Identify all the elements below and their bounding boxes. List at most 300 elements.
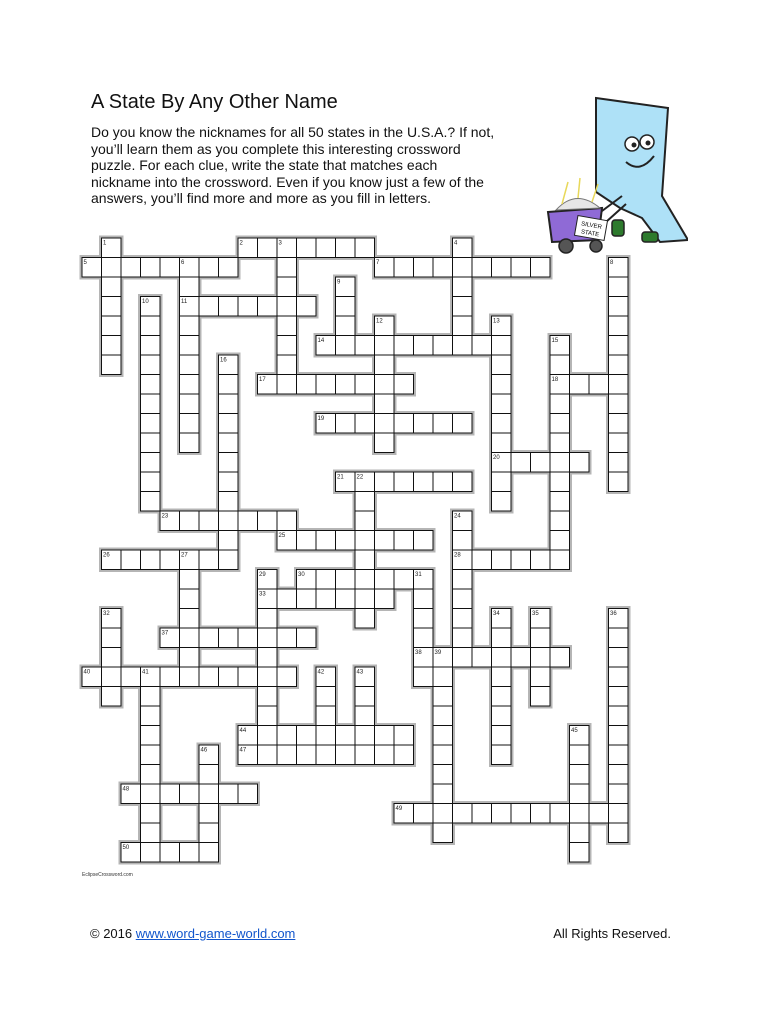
- grid-cell[interactable]: [141, 687, 161, 707]
- grid-cell[interactable]: [609, 823, 629, 843]
- grid-cell[interactable]: [511, 258, 531, 278]
- grid-cell[interactable]: [141, 355, 161, 375]
- clue-number: 10: [142, 299, 149, 305]
- clue-number: 21: [337, 474, 344, 481]
- grid-cell[interactable]: [355, 726, 375, 746]
- grid-cell[interactable]: [141, 765, 161, 785]
- grid-cell[interactable]: [531, 648, 551, 668]
- grid-cell[interactable]: [453, 609, 473, 629]
- grid-cell[interactable]: [570, 375, 590, 395]
- grid-cell[interactable]: [316, 745, 336, 765]
- grid-cell[interactable]: [492, 804, 512, 824]
- grid-cell[interactable]: [180, 609, 200, 629]
- clue-number: 27: [181, 552, 188, 559]
- grid-cell[interactable]: [336, 570, 356, 590]
- grid-cell[interactable]: [609, 453, 629, 473]
- clue-number: 30: [298, 572, 305, 578]
- grid-cell[interactable]: [453, 277, 473, 297]
- grid-cell[interactable]: [394, 531, 414, 551]
- grid-cell[interactable]: [570, 453, 590, 473]
- grid-cell[interactable]: [316, 531, 336, 551]
- grid-cell[interactable]: [141, 784, 161, 804]
- grid-cell[interactable]: [180, 394, 200, 414]
- grid-cell[interactable]: [394, 745, 414, 765]
- grid-cell[interactable]: [453, 648, 473, 668]
- grid-cell[interactable]: [375, 414, 395, 434]
- grid-cell[interactable]: [199, 784, 219, 804]
- grid-cell[interactable]: [277, 628, 297, 648]
- grid-cell[interactable]: [609, 804, 629, 824]
- grid-cell[interactable]: [394, 726, 414, 746]
- grid-cell[interactable]: [433, 765, 453, 785]
- grid-cell[interactable]: [336, 589, 356, 609]
- grid-cell[interactable]: [297, 297, 317, 317]
- grid-cell[interactable]: [609, 726, 629, 746]
- grid-cell[interactable]: [355, 550, 375, 570]
- grid-cell[interactable]: [550, 433, 570, 453]
- grid-cell[interactable]: [141, 550, 161, 570]
- grid-cell[interactable]: [355, 375, 375, 395]
- grid-cell[interactable]: [141, 726, 161, 746]
- grid-cell[interactable]: [511, 550, 531, 570]
- grid-cell[interactable]: [336, 316, 356, 336]
- grid-cell[interactable]: [180, 570, 200, 590]
- grid-cell[interactable]: [219, 511, 239, 531]
- grid-cell[interactable]: [219, 297, 239, 317]
- grid-cell[interactable]: [550, 472, 570, 492]
- grid-cell[interactable]: [492, 433, 512, 453]
- grid-cell[interactable]: [492, 336, 512, 356]
- grid-cell[interactable]: [492, 628, 512, 648]
- grid-cell[interactable]: [297, 589, 317, 609]
- grid-cell[interactable]: [160, 784, 180, 804]
- clue-number: 36: [610, 611, 617, 617]
- grid-cell[interactable]: [609, 336, 629, 356]
- grid-cell[interactable]: [453, 472, 473, 492]
- grid-cell[interactable]: [199, 550, 219, 570]
- grid-cell[interactable]: [160, 667, 180, 687]
- grid-cell[interactable]: [141, 706, 161, 726]
- grid-cell[interactable]: [199, 628, 219, 648]
- grid-cell[interactable]: [102, 316, 122, 336]
- grid-cell[interactable]: [316, 589, 336, 609]
- grid-cell[interactable]: [550, 394, 570, 414]
- grid-cell[interactable]: [609, 667, 629, 687]
- grid-cell[interactable]: [199, 804, 219, 824]
- grid-cell[interactable]: [570, 843, 590, 863]
- grid-cell[interactable]: [258, 648, 278, 668]
- grid-cell[interactable]: [238, 511, 258, 531]
- grid-cell[interactable]: [219, 414, 239, 434]
- grid-cell[interactable]: [102, 628, 122, 648]
- grid-cell[interactable]: [472, 336, 492, 356]
- grid-cell[interactable]: [258, 745, 278, 765]
- grid-cell[interactable]: [336, 414, 356, 434]
- grid-cell[interactable]: [609, 745, 629, 765]
- grid-cell[interactable]: [433, 472, 453, 492]
- grid-cell[interactable]: [219, 628, 239, 648]
- grid-cell[interactable]: [472, 804, 492, 824]
- grid-cell[interactable]: [336, 531, 356, 551]
- grid-cell[interactable]: [550, 804, 570, 824]
- grid-cell[interactable]: [375, 394, 395, 414]
- grid-cell[interactable]: [414, 414, 434, 434]
- grid-cell[interactable]: [160, 843, 180, 863]
- grid-cell[interactable]: [609, 784, 629, 804]
- grid-cell[interactable]: [355, 687, 375, 707]
- grid-cell[interactable]: [336, 726, 356, 746]
- grid-cell[interactable]: [219, 433, 239, 453]
- grid-cell[interactable]: [453, 804, 473, 824]
- grid-cell[interactable]: [492, 550, 512, 570]
- grid-cell[interactable]: [180, 648, 200, 668]
- grid-cell[interactable]: [531, 258, 551, 278]
- grid-cell[interactable]: [355, 414, 375, 434]
- grid-cell[interactable]: [141, 745, 161, 765]
- grid-cell[interactable]: [180, 433, 200, 453]
- grid-cell[interactable]: [511, 453, 531, 473]
- grid-cell[interactable]: [277, 589, 297, 609]
- grid-cell[interactable]: [433, 258, 453, 278]
- grid-cell[interactable]: [102, 667, 122, 687]
- grid-cell[interactable]: [433, 706, 453, 726]
- grid-cell[interactable]: [316, 706, 336, 726]
- grid-cell[interactable]: [258, 609, 278, 629]
- grid-cell[interactable]: [375, 726, 395, 746]
- grid-cell[interactable]: [414, 531, 434, 551]
- grid-cell[interactable]: [277, 355, 297, 375]
- grid-cell[interactable]: [277, 258, 297, 278]
- grid-cell[interactable]: [199, 765, 219, 785]
- grid-cell[interactable]: [219, 492, 239, 512]
- grid-cell[interactable]: [433, 726, 453, 746]
- grid-cell[interactable]: [180, 628, 200, 648]
- grid-cell[interactable]: [199, 843, 219, 863]
- grid-cell[interactable]: [355, 589, 375, 609]
- grid-cell[interactable]: [550, 531, 570, 551]
- grid-cell[interactable]: [180, 784, 200, 804]
- grid-cell[interactable]: [316, 238, 336, 258]
- grid-cell[interactable]: [336, 745, 356, 765]
- grid-cell[interactable]: [609, 472, 629, 492]
- grid-cell[interactable]: [180, 843, 200, 863]
- grid-cell[interactable]: [433, 745, 453, 765]
- grid-cell[interactable]: [414, 804, 434, 824]
- clue-number: 45: [571, 728, 578, 734]
- grid-cell[interactable]: [531, 453, 551, 473]
- grid-cell[interactable]: [355, 511, 375, 531]
- grid-cell[interactable]: [141, 258, 161, 278]
- clue-number: 32: [103, 611, 110, 617]
- grid-cell[interactable]: [375, 355, 395, 375]
- grid-cell[interactable]: [141, 336, 161, 356]
- grid-cell[interactable]: [355, 238, 375, 258]
- grid-cell[interactable]: [375, 745, 395, 765]
- grid-cell[interactable]: [609, 355, 629, 375]
- grid-cell[interactable]: [453, 336, 473, 356]
- grid-cell[interactable]: [609, 375, 629, 395]
- grid-cell[interactable]: [492, 726, 512, 746]
- grid-cell[interactable]: [414, 628, 434, 648]
- grid-cell[interactable]: [258, 687, 278, 707]
- grid-cell[interactable]: [375, 336, 395, 356]
- grid-cell[interactable]: [550, 511, 570, 531]
- grid-cell[interactable]: [219, 394, 239, 414]
- grid-cell[interactable]: [511, 648, 531, 668]
- grid-cell[interactable]: [394, 472, 414, 492]
- grid-cell[interactable]: [277, 745, 297, 765]
- grid-cell[interactable]: [570, 765, 590, 785]
- grid-cell[interactable]: [472, 258, 492, 278]
- grid-cell[interactable]: [570, 823, 590, 843]
- grid-cell[interactable]: [375, 570, 395, 590]
- grid-cell[interactable]: [297, 628, 317, 648]
- grid-cell[interactable]: [394, 414, 414, 434]
- grid-cell[interactable]: [277, 667, 297, 687]
- grid-cell[interactable]: [394, 570, 414, 590]
- grid-cell[interactable]: [121, 550, 141, 570]
- grid-cell[interactable]: [609, 316, 629, 336]
- grid-cell[interactable]: [453, 570, 473, 590]
- grid-cell[interactable]: [297, 238, 317, 258]
- grid-cell[interactable]: [570, 784, 590, 804]
- grid-cell[interactable]: [316, 687, 336, 707]
- grid-cell[interactable]: [609, 394, 629, 414]
- grid-cell[interactable]: [355, 706, 375, 726]
- grid-cell[interactable]: [453, 258, 473, 278]
- grid-cell[interactable]: [609, 297, 629, 317]
- grid-cell[interactable]: [492, 687, 512, 707]
- grid-cell[interactable]: [433, 784, 453, 804]
- grid-cell[interactable]: [219, 258, 239, 278]
- grid-cell[interactable]: [589, 375, 609, 395]
- grid-cell[interactable]: [492, 745, 512, 765]
- grid-cell[interactable]: [141, 804, 161, 824]
- grid-cell[interactable]: [277, 316, 297, 336]
- grid-cell[interactable]: [433, 687, 453, 707]
- grid-cell[interactable]: [180, 667, 200, 687]
- grid-cell[interactable]: [141, 453, 161, 473]
- grid-cell[interactable]: [141, 472, 161, 492]
- grid-cell[interactable]: [550, 414, 570, 434]
- grid-cell[interactable]: [180, 511, 200, 531]
- grid-cell[interactable]: [238, 784, 258, 804]
- grid-cell[interactable]: [141, 394, 161, 414]
- grid-cell[interactable]: [180, 589, 200, 609]
- grid-cell[interactable]: [375, 433, 395, 453]
- grid-cell[interactable]: [199, 667, 219, 687]
- grid-cell[interactable]: [238, 628, 258, 648]
- grid-cell[interactable]: [375, 589, 395, 609]
- grid-cell[interactable]: [433, 414, 453, 434]
- grid-cell[interactable]: [453, 589, 473, 609]
- grid-cell[interactable]: [570, 745, 590, 765]
- grid-cell[interactable]: [277, 511, 297, 531]
- grid-cell[interactable]: [550, 492, 570, 512]
- grid-cell[interactable]: [199, 297, 219, 317]
- grid-cell[interactable]: [492, 258, 512, 278]
- grid-cell[interactable]: [355, 336, 375, 356]
- grid-cell[interactable]: [492, 492, 512, 512]
- grid-cell[interactable]: [219, 453, 239, 473]
- grid-cell[interactable]: [433, 823, 453, 843]
- grid-cell[interactable]: [433, 667, 453, 687]
- grid-cell[interactable]: [550, 453, 570, 473]
- grid-cell[interactable]: [472, 550, 492, 570]
- grid-cell[interactable]: [355, 609, 375, 629]
- grid-cell[interactable]: [199, 511, 219, 531]
- grid-cell[interactable]: [609, 277, 629, 297]
- grid-cell[interactable]: [609, 433, 629, 453]
- grid-cell[interactable]: [433, 804, 453, 824]
- grid-cell[interactable]: [375, 375, 395, 395]
- grid-cell[interactable]: [394, 375, 414, 395]
- grid-cell[interactable]: [609, 414, 629, 434]
- grid-cell[interactable]: [219, 784, 239, 804]
- grid-cell[interactable]: [102, 297, 122, 317]
- grid-cell[interactable]: [492, 394, 512, 414]
- grid-cell[interactable]: [258, 726, 278, 746]
- grid-cell[interactable]: [492, 375, 512, 395]
- grid-cell[interactable]: [102, 355, 122, 375]
- grid-cell[interactable]: [121, 667, 141, 687]
- grid-cell[interactable]: [219, 531, 239, 551]
- grid-cell[interactable]: [453, 628, 473, 648]
- grid-cell[interactable]: [609, 706, 629, 726]
- grid-cell[interactable]: [141, 843, 161, 863]
- grid-cell[interactable]: [180, 277, 200, 297]
- grid-cell[interactable]: [102, 258, 122, 278]
- grid-cell[interactable]: [141, 492, 161, 512]
- grid-cell[interactable]: [121, 258, 141, 278]
- grid-cell[interactable]: [258, 238, 278, 258]
- grid-cell[interactable]: [258, 628, 278, 648]
- grid-cell[interactable]: [570, 804, 590, 824]
- grid-cell[interactable]: [141, 375, 161, 395]
- grid-cell[interactable]: [531, 687, 551, 707]
- grid-cell[interactable]: [453, 297, 473, 317]
- grid-cell[interactable]: [492, 472, 512, 492]
- grid-cell[interactable]: [160, 258, 180, 278]
- grid-cell[interactable]: [258, 667, 278, 687]
- grid-cell[interactable]: [160, 550, 180, 570]
- grid-cell[interactable]: [375, 472, 395, 492]
- grid-cell[interactable]: [609, 628, 629, 648]
- grid-cell[interactable]: [180, 375, 200, 395]
- grid-cell[interactable]: [277, 726, 297, 746]
- grid-cell[interactable]: [355, 745, 375, 765]
- grid-cell[interactable]: [453, 531, 473, 551]
- grid-cell[interactable]: [199, 823, 219, 843]
- grid-cell[interactable]: [258, 511, 278, 531]
- grid-cell[interactable]: [589, 804, 609, 824]
- grid-cell[interactable]: [277, 297, 297, 317]
- grid-cell[interactable]: [550, 648, 570, 668]
- grid-cell[interactable]: [375, 531, 395, 551]
- grid-cell[interactable]: [414, 258, 434, 278]
- grid-cell[interactable]: [141, 823, 161, 843]
- grid-cell[interactable]: [141, 316, 161, 336]
- grid-cell[interactable]: [297, 531, 317, 551]
- grid-cell[interactable]: [609, 765, 629, 785]
- grid-cell[interactable]: [102, 336, 122, 356]
- grid-cell[interactable]: [277, 277, 297, 297]
- grid-cell[interactable]: [297, 375, 317, 395]
- grid-cell[interactable]: [531, 628, 551, 648]
- grid-cell[interactable]: [609, 648, 629, 668]
- grid-cell[interactable]: [492, 667, 512, 687]
- grid-cell[interactable]: [355, 492, 375, 512]
- grid-cell[interactable]: [492, 648, 512, 668]
- grid-cell[interactable]: [238, 667, 258, 687]
- grid-cell[interactable]: [531, 667, 551, 687]
- grid-cell[interactable]: [394, 336, 414, 356]
- grid-cell[interactable]: [219, 472, 239, 492]
- grid-cell[interactable]: [492, 414, 512, 434]
- grid-cell[interactable]: [316, 570, 336, 590]
- grid-cell[interactable]: [453, 316, 473, 336]
- grid-cell[interactable]: [199, 258, 219, 278]
- grid-cell[interactable]: [258, 706, 278, 726]
- grid-cell[interactable]: [511, 804, 531, 824]
- grid-cell[interactable]: [355, 531, 375, 551]
- grid-cell[interactable]: [102, 687, 122, 707]
- grid-cell[interactable]: [277, 375, 297, 395]
- grid-cell[interactable]: [180, 336, 200, 356]
- grid-cell[interactable]: [414, 589, 434, 609]
- grid-cell[interactable]: [297, 745, 317, 765]
- grid-cell[interactable]: [141, 433, 161, 453]
- grid-cell[interactable]: [102, 648, 122, 668]
- grid-cell[interactable]: [238, 297, 258, 317]
- grid-cell[interactable]: [472, 648, 492, 668]
- grid-cell[interactable]: [531, 804, 551, 824]
- grid-cell[interactable]: [219, 667, 239, 687]
- grid-cell[interactable]: [180, 355, 200, 375]
- grid-cell[interactable]: [336, 297, 356, 317]
- grid-cell[interactable]: [531, 550, 551, 570]
- grid-cell[interactable]: [433, 336, 453, 356]
- grid-cell[interactable]: [219, 375, 239, 395]
- grid-cell[interactable]: [297, 726, 317, 746]
- grid-cell[interactable]: [316, 375, 336, 395]
- grid-cell[interactable]: [414, 667, 434, 687]
- site-link[interactable]: www.word-game-world.com: [135, 926, 296, 941]
- grid-cell[interactable]: [336, 375, 356, 395]
- grid-cell[interactable]: [180, 316, 200, 336]
- grid-cell[interactable]: [102, 277, 122, 297]
- grid-cell[interactable]: [609, 687, 629, 707]
- grid-cell[interactable]: [355, 570, 375, 590]
- grid-cell[interactable]: [414, 472, 434, 492]
- grid-cell[interactable]: [336, 238, 356, 258]
- grid-cell[interactable]: [277, 336, 297, 356]
- grid-cell[interactable]: [492, 706, 512, 726]
- grid-cell[interactable]: [180, 414, 200, 434]
- grid-cell[interactable]: [219, 550, 239, 570]
- grid-cell[interactable]: [414, 609, 434, 629]
- grid-cell[interactable]: [492, 355, 512, 375]
- grid-cell[interactable]: [453, 414, 473, 434]
- grid-cell[interactable]: [414, 336, 434, 356]
- grid-cell[interactable]: [394, 258, 414, 278]
- grid-cell[interactable]: [316, 726, 336, 746]
- grid-cell[interactable]: [336, 336, 356, 356]
- grid-cell[interactable]: [550, 550, 570, 570]
- grid-cell[interactable]: [258, 297, 278, 317]
- grid-cell[interactable]: [141, 414, 161, 434]
- grid-cell[interactable]: [550, 355, 570, 375]
